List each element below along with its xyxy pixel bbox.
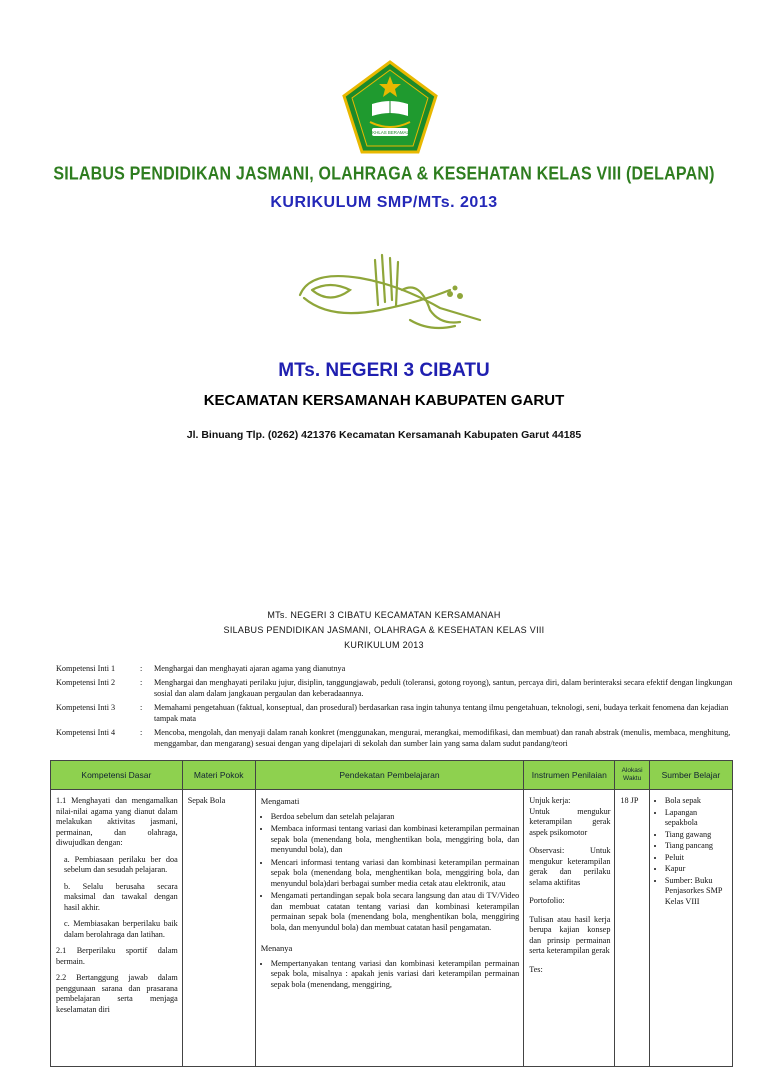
cover-title: SILABUS PENDIDIKAN JASMANI, OLAHRAGA & KESEHATAN KELAS VIII (DELAPAN) bbox=[53, 164, 715, 185]
ki-label: Kompetensi Inti 3 bbox=[56, 703, 116, 712]
kompetensi-inti-list bbox=[56, 663, 736, 752]
ki-text: Menghargai dan menghayati ajaran agama yang dianutnya bbox=[154, 664, 346, 673]
sumber-item: • Bola sepak bbox=[665, 796, 728, 807]
cell-instrumen bbox=[524, 790, 615, 1067]
kd-2-2: 2.2 Bertanggung jawab dalam penggunaan sarana dan prasarana pembelajaran serta menjaga keselamatan diri bbox=[56, 973, 178, 1014]
sumber-item: • Tiang pancang bbox=[665, 841, 728, 852]
header-kompetensi-dasar: Kompetensi Dasar bbox=[51, 761, 183, 790]
cell-sumber bbox=[649, 790, 732, 1067]
cover-curriculum: KURIKULUM SMP/MTs. 2013 bbox=[270, 194, 498, 211]
cell-kompetensi-dasar bbox=[51, 790, 183, 1067]
mengamati-item: • Mencari informasi tentang variasi dan kombinasi keterampilan permainan sepak bola (menendang bola, menghentikan bola, menggiring bola, dan menyundul bola)dari berbagai sumber media cetak atau elektronik, atau bbox=[271, 858, 520, 890]
table-row bbox=[51, 790, 733, 1067]
ki-row: Kompetensi Inti 3 : Memahami pengetahuan (faktual, konseptual, dan prosedural) berdasarkan rasa ingin tahunya tentang ilmu pengetahuan, teknologi, seni, budaya terkait fenomena dan kejadian tampak mata bbox=[56, 702, 736, 724]
kd-item: b. Selalu berusaha secara maksimal dan tawakal dengan hasil akhir. bbox=[64, 881, 178, 912]
header-sumber: Sumber Belajar bbox=[649, 761, 732, 790]
instrumen-item: Tes: bbox=[529, 964, 543, 974]
syllabus-table bbox=[50, 760, 733, 1067]
school-address: Jl. Binuang Tlp. (0262) 421376 Kecamatan Kersamanah Kabupaten Garut 44185 bbox=[186, 429, 582, 441]
doc-header-line1: MTs. NEGERI 3 CIBATU KECAMATAN KERSAMANAH bbox=[267, 610, 501, 620]
sumber-item: • Kapur bbox=[665, 864, 728, 875]
school-name: MTs. NEGERI 3 CIBATU bbox=[278, 360, 490, 381]
ki-row: Kompetensi Inti 2 : Menghargai dan menghayati perilaku jujur, disiplin, tanggungjawab, peduli (toleransi, gotong royong), santun, percaya diri, dalam berinteraksi secara efektif dengan lingkungan sosial dan alam dalam jangkauan pergaulan dan keberadaannya. bbox=[56, 677, 736, 699]
ki-label: Kompetensi Inti 1 bbox=[56, 664, 116, 673]
kemenag-emblem-icon bbox=[342, 60, 438, 156]
sumber-item: • Sumber: Buku Penjasorkes SMP Kelas VIII bbox=[665, 876, 728, 908]
ki-row: Kompetensi Inti 4 : Mencoba, mengolah, dan menyaji dalam ranah konkret (menggunakan, mengurai, merangkai, memodifikasi, dan membuat) dan ranah abstrak (menulis, membaca, menghitung, menggambar, dan mengarang) sesuai dengan yang dipelajari di sekolah dan sumber lain yang sama dalam sudut pandang/teori bbox=[56, 727, 736, 749]
ki-label: Kompetensi Inti 4 bbox=[56, 728, 116, 737]
ki-text: Menghargai dan menghayati perilaku jujur, disiplin, tanggungjawab, peduli (toleransi, gotong royong), santun, percaya diri, dalam berinteraksi secara efektif dengan lingkungan sosial dan alam dalam jangkauan pergaulan dan keberadaannya. bbox=[154, 678, 733, 698]
sumber-item: • Lapangan sepakbola bbox=[665, 808, 728, 829]
doc-header-line2: SILABUS PENDIDIKAN JASMANI, OLAHRAGA & KESEHATAN KELAS VIII bbox=[223, 625, 545, 635]
menanya-title: Menanya bbox=[260, 943, 293, 953]
instrumen-item: Tulisan atau hasil kerja berupa kajian konsep dan prinsip permainan serta keterampilan gerak bbox=[529, 914, 611, 955]
sumber-item: • Tiang gawang bbox=[665, 830, 728, 841]
instrumen-item: Unjuk kerja: Untuk mengukur keterampilan gerak aspek psikomotor bbox=[529, 796, 611, 837]
kd-2-1: 2.1 Berperilaku sportif dalam bermain. bbox=[56, 946, 178, 966]
cell-materi-pokok: Sepak Bola bbox=[182, 790, 255, 1067]
ki-label: Kompetensi Inti 2 bbox=[56, 678, 116, 687]
sumber-item: • Peluit bbox=[665, 853, 728, 864]
header-alokasi: Alokasi Waktu bbox=[615, 761, 649, 790]
calligraphy-icon bbox=[290, 250, 490, 340]
header-materi-pokok: Materi Pokok bbox=[182, 761, 255, 790]
ki-row: Kompetensi Inti 1 : Menghargai dan menghayati ajaran agama yang dianutnya bbox=[56, 663, 736, 674]
menanya-item: • Mempertanyakan tentang variasi dan kombinasi keterampilan permainan sepak bola, misalnya : apakah jenis variasi dari keterampilan permainan sepak bola (menendang, menggiring, bbox=[271, 959, 520, 991]
school-district: KECAMATAN KERSAMANAH KABUPATEN GARUT bbox=[203, 392, 565, 409]
ki-text: Memahami pengetahuan (faktual, konseptual, dan prosedural) berdasarkan rasa ingin tahunya tentang ilmu pengetahuan, teknologi, seni, budaya terkait fenomena dan kejadian tampak mata bbox=[154, 703, 729, 723]
instrumen-item: Portofolio: bbox=[529, 896, 565, 905]
header-instrumen: Instrumen Penilaian bbox=[524, 761, 615, 790]
kd-item: a. Pembiasaan perilaku ber doa sebelum dan sesudah pelajaran. bbox=[64, 854, 178, 874]
mengamati-item: • Membaca informasi tentang variasi dan kombinasi keterampilan permainan sepak bola (menendang bola, menghentikan bola, menggiring bola, dan menyundul bola), dan bbox=[271, 824, 520, 856]
mengamati-item: • Berdoa sebelum dan setelah pelajaran bbox=[271, 812, 520, 823]
header-pendekatan: Pendekatan Pembelajaran bbox=[255, 761, 524, 790]
doc-header-line3: KURIKULUM 2013 bbox=[344, 640, 424, 650]
cell-alokasi: 18 JP bbox=[615, 790, 649, 1067]
kd-item: c. Membiasakan berperilaku baik dalam berolahraga dan latihan. bbox=[64, 919, 178, 939]
document-header bbox=[0, 608, 768, 653]
kd-intro: 1.1 Menghayati dan mengamalkan nilai-nilai agama yang dianut dalam melakukan aktivitas jasmani, permainan, dan olahraga, diwujudkan dengan: bbox=[56, 796, 178, 847]
table-header-row bbox=[51, 761, 733, 790]
emblem-motto: IKHLAS BERAMAL bbox=[371, 130, 409, 135]
cell-pendekatan bbox=[255, 790, 524, 1067]
instrumen-item: Observasi: Untuk mengukur keterampilan gerak dan perilaku selama aktifitas bbox=[529, 846, 611, 887]
mengamati-item: • Mengamati pertandingan sepak bola secara langsung dan atau di TV/Video dan membuat catatan tentang variasi dan kombinasi keterampilan permainan sepak bola (menendang bola, menghentikan bola, menggiring bola, dan menyundul bola) dan membuat catatan hasil pengamatan. bbox=[271, 891, 520, 933]
mengamati-title: Mengamati bbox=[260, 796, 300, 806]
ki-text: Mencoba, mengolah, dan menyaji dalam ranah konkret (menggunakan, mengurai, merangkai, memodifikasi, dan membuat) dan ranah abstrak (menulis, membaca, menghitung, menggambar, dan mengarang) sesuai dengan yang dipelajari di sekolah dan sumber lain yang sama dalam sudut pandang/teori bbox=[154, 728, 731, 748]
